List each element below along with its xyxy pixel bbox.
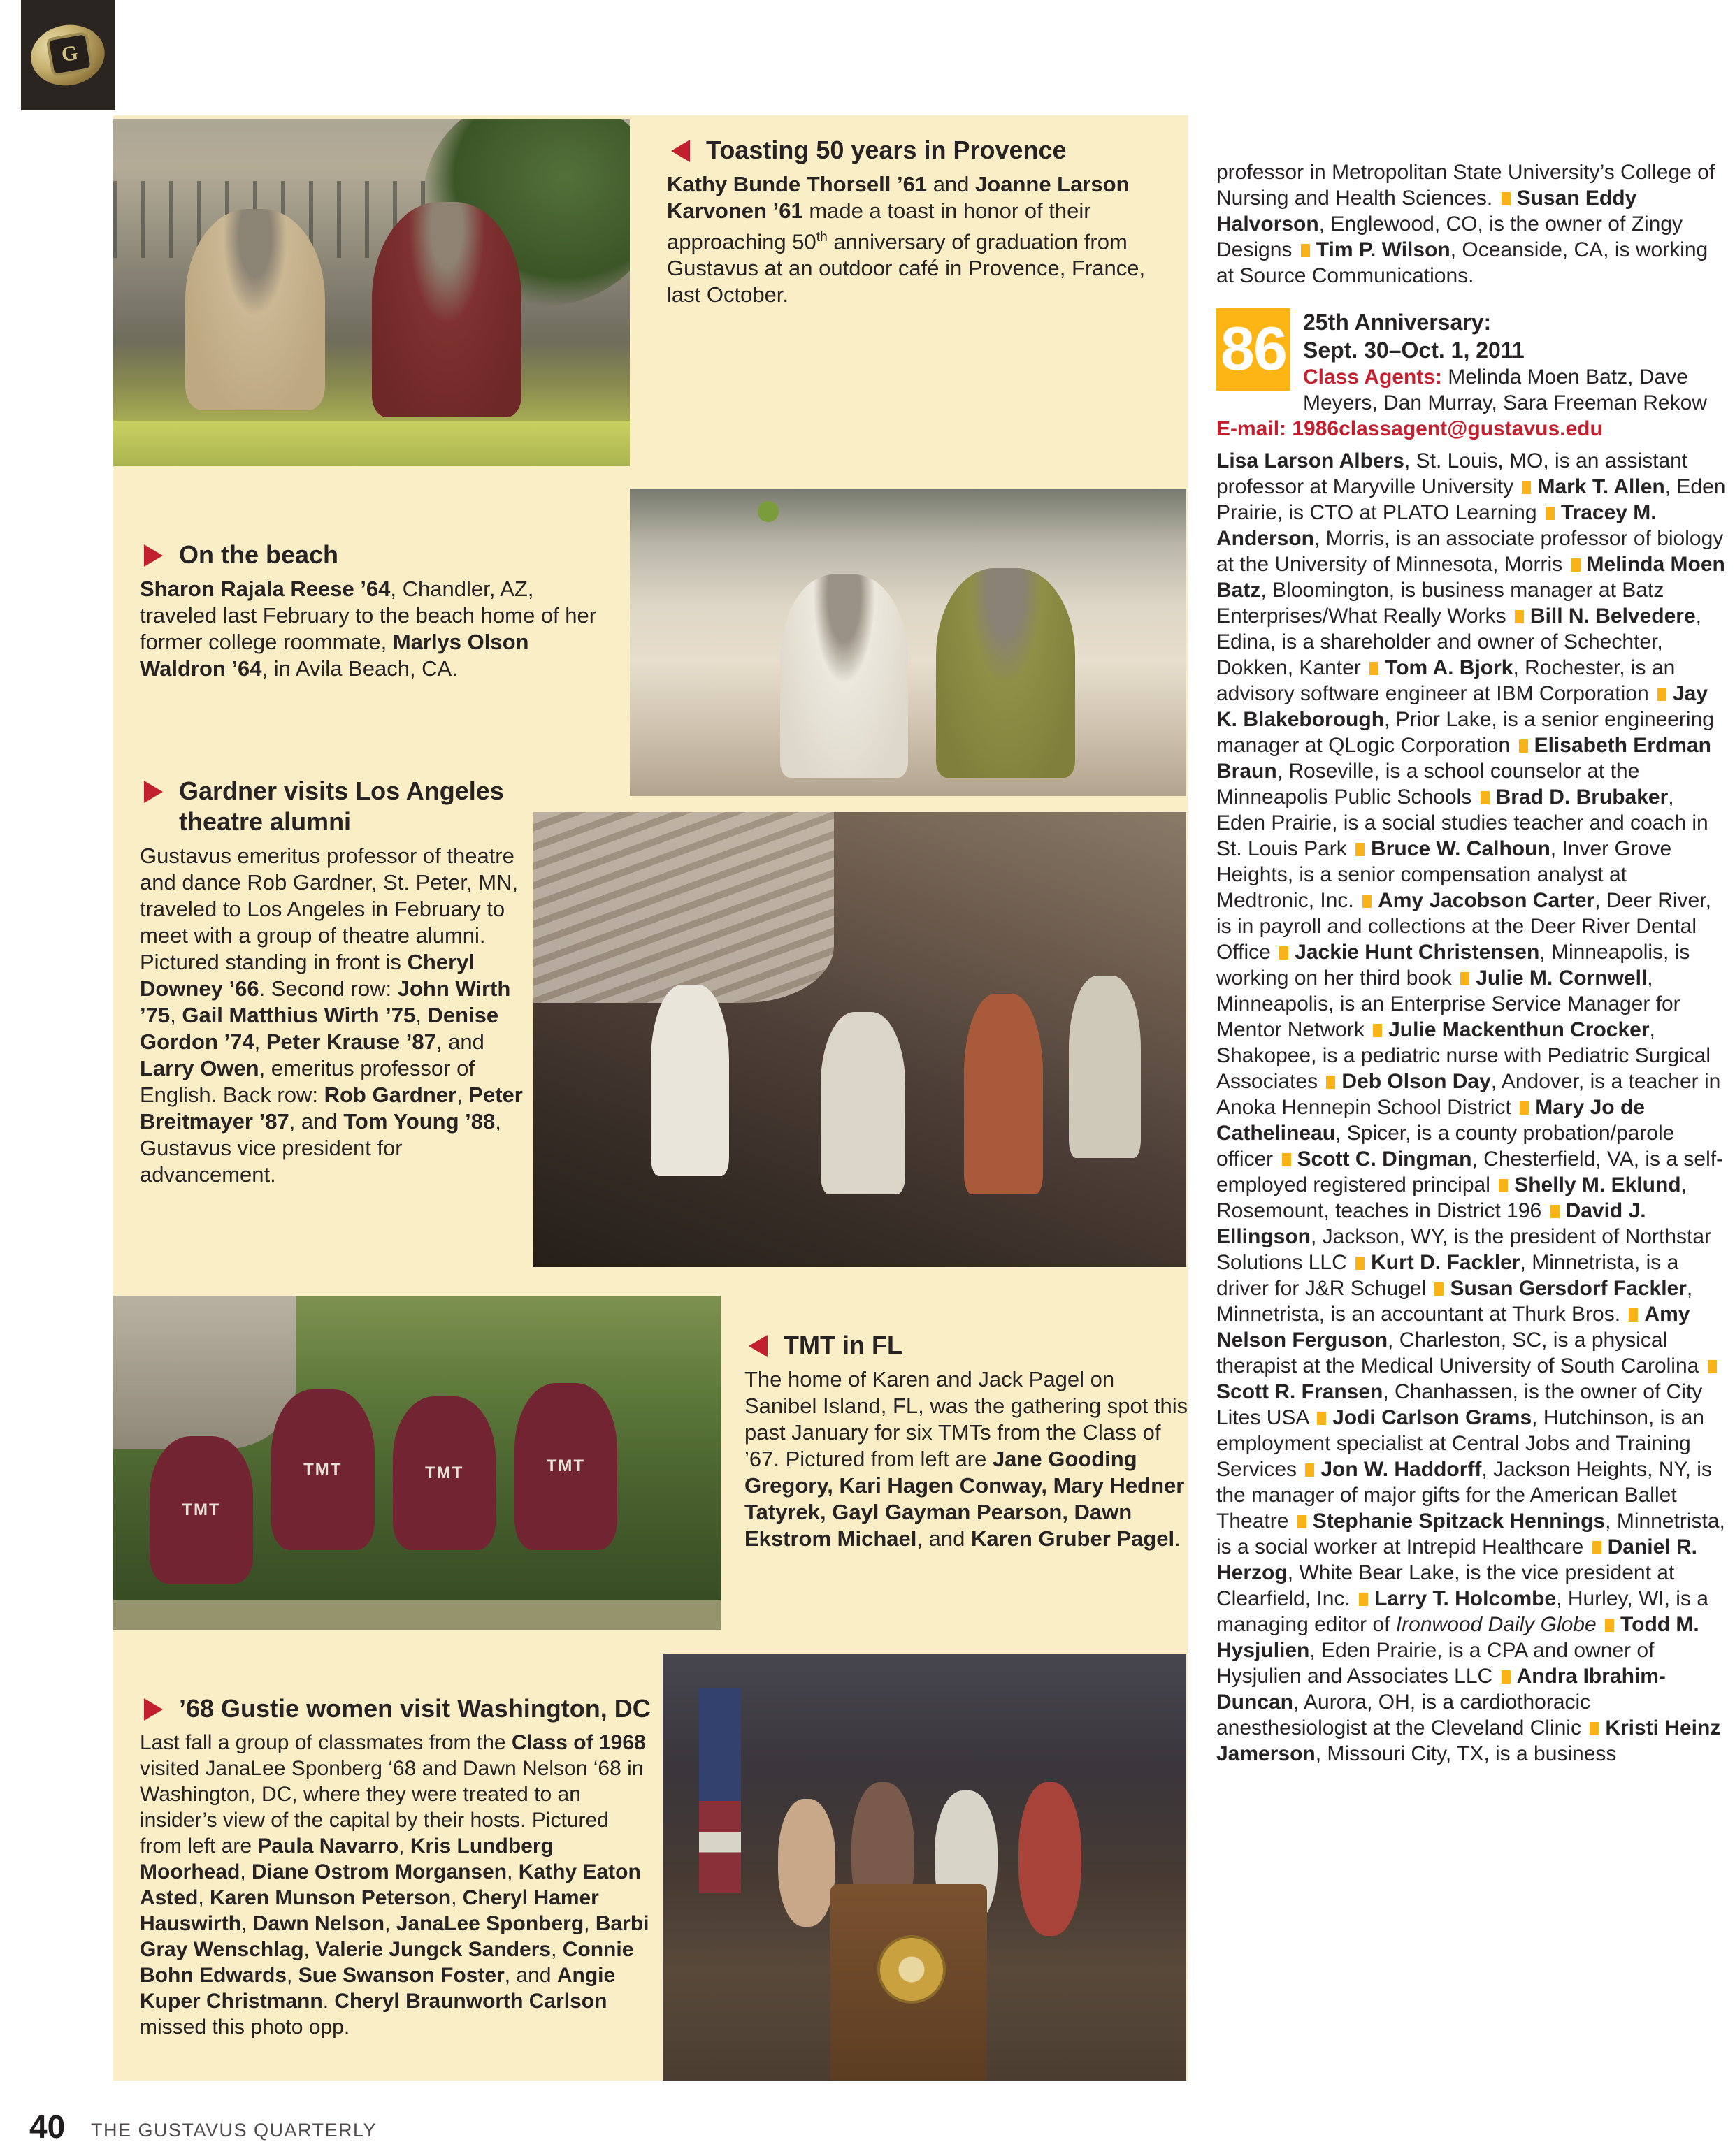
text-segment: , [507, 1860, 519, 1883]
arrow-left-icon [749, 1335, 768, 1357]
text-segment: , Rosemount, teaches in District 196 [1216, 1173, 1687, 1222]
text-segment: Jon W. Haddorff [1320, 1458, 1482, 1481]
caption-beach [140, 540, 598, 682]
text-segment: professor in Metropolitan State University’s College of Nursing and Health Sciences. [1216, 161, 1715, 210]
bullet-square-icon [1708, 1360, 1717, 1373]
text-segment: , Minnetrista, is a driver for J&R Schugel [1216, 1251, 1679, 1300]
text-segment: Tom A. Bjork [1385, 656, 1513, 679]
class-1986-section [1216, 308, 1728, 442]
text-segment: , Eden Prairie, is a CPA and owner of Hysjulien and Associates LLC [1216, 1639, 1655, 1688]
class-year-badge: 86 [1216, 308, 1290, 391]
class-agents [1216, 364, 1728, 416]
text-segment: Cheryl Braunworth Carlson [334, 1990, 607, 2013]
text-segment: Susan Gersdorf Fackler [1450, 1277, 1687, 1300]
text-segment: Tracey M. Anderson [1216, 501, 1657, 550]
caption-body [140, 1730, 656, 2040]
text-segment: Bill N. Belvedere [1529, 605, 1696, 628]
text-segment: , and [504, 1964, 557, 1987]
caption-title: TMT in FL [744, 1330, 1189, 1361]
text-segment: Stephanie Spitzack Hennings [1312, 1510, 1606, 1533]
photo-detail [113, 421, 630, 466]
bullet-square-icon [1373, 1024, 1382, 1037]
text-segment: , Deer River, is in payroll and collections at the Deer River Dental Office [1216, 889, 1711, 964]
bullet-square-icon [1481, 791, 1490, 804]
text-segment: Larry Owen [140, 1056, 259, 1080]
text-segment: Paula Navarro [257, 1835, 399, 1858]
text-segment: , Gustavus vice president for advancement. [140, 1109, 501, 1187]
photo-detail [113, 1296, 296, 1449]
text-segment: Rob Gardner [324, 1083, 457, 1107]
text-segment: , Spicer, is a county probation/parole officer [1216, 1122, 1675, 1171]
text-segment: visited JanaLee Sponberg ‘68 and Dawn Nelson ‘68 in Washington, DC, where they were treated to an insider’s view of the capital by their hosts. Pictured from left are [140, 1757, 644, 1858]
text-segment: . Second row: [259, 976, 398, 1001]
photo-tmt-group [113, 1296, 721, 1630]
text-segment: Scott C. Dingman [1297, 1148, 1472, 1171]
text-segment: , Shakopee, is a pediatric nurse with Pediatric Surgical Associates [1216, 1018, 1711, 1093]
text-segment: Connie Bohn Edwards [140, 1938, 634, 1987]
text-segment: , Jackson, WY, is the president of Northstar Solutions LLC [1216, 1225, 1712, 1274]
text-segment: Bruce W. Calhoun [1371, 837, 1550, 860]
ring-face [45, 31, 94, 78]
text-segment: Larry T. Holcombe [1374, 1587, 1557, 1610]
bullet-square-icon [1434, 1282, 1444, 1296]
text-segment: , Aurora, OH, is a cardiothoracic anesthesiologist at the Cleveland Clinic [1216, 1691, 1591, 1739]
bullet-square-icon [1571, 558, 1581, 572]
bullet-square-icon [1499, 1179, 1508, 1192]
text-segment: , Eden Prairie, is CTO at PLATO Learning [1216, 475, 1726, 524]
text-segment: Kurt D. Fackler [1371, 1251, 1520, 1274]
photo-beach-home [630, 489, 1186, 796]
text-segment: , White Bear Lake, is the vice president at Clearfield, Inc. [1216, 1561, 1675, 1610]
bullet-square-icon [1297, 1515, 1306, 1528]
photo-detail [113, 1600, 721, 1630]
bullet-square-icon [1550, 1205, 1560, 1218]
bullet-square-icon [1520, 1101, 1529, 1115]
text-segment: made a toast in honor of their approaching 50 [667, 198, 1091, 254]
photo-detail [533, 812, 834, 1003]
text-segment: , [303, 1938, 316, 1961]
text-segment: , Chanhassen, is the owner of City Lites USA [1216, 1380, 1703, 1429]
text-segment: Mark T. Allen [1537, 475, 1665, 498]
text-segment: Andra Ibrahim-Duncan [1216, 1665, 1666, 1714]
text-segment: Jodi Carlson Grams [1332, 1406, 1532, 1429]
text-segment: , Minneapolis, is an Enterprise Service Manager for Mentor Network [1216, 967, 1680, 1041]
text-segment: Kris Lundberg Moorhead [140, 1835, 554, 1883]
caption-title: Gardner visits Los Angeles theatre alumni [140, 776, 535, 837]
text-segment: , [170, 1003, 182, 1027]
caption-title: On the beach [140, 540, 598, 570]
text-segment: Susan Eddy Halvorson [1216, 187, 1637, 236]
text-segment: Cheryl Hamer Hauswirth [140, 1886, 599, 1935]
photo-theatre-alumni [533, 812, 1186, 1267]
class-agents-label: Class Agents: [1303, 366, 1442, 389]
text-segment: , Chandler, AZ, traveled last February to the beach home of her former college roommate, [140, 577, 597, 654]
caption-body [140, 576, 598, 682]
text-segment: , Chesterfield, VA, is a self-employed registered principal [1216, 1148, 1724, 1196]
text-segment: Sharon Rajala Reese ’64 [140, 577, 391, 601]
bullet-square-icon [1592, 1541, 1601, 1554]
text-segment: Tom Young ’88 [343, 1109, 496, 1134]
bullet-square-icon [1522, 481, 1531, 494]
text-segment: Kathy Eaton Asted [140, 1860, 641, 1909]
text-segment: Tim P. Wilson [1316, 238, 1450, 261]
tmt-sweatshirt: TMT [514, 1383, 618, 1551]
photo-detail [185, 209, 325, 410]
photo-detail [1018, 1782, 1081, 1936]
bullet-square-icon [1590, 1722, 1599, 1735]
text-segment: , Minnetrista, is an accountant at Thurk Bros. [1216, 1277, 1693, 1326]
text-segment: Kristi Heinz Jamerson [1216, 1716, 1721, 1765]
bullet-square-icon [1657, 688, 1666, 701]
bullet-square-icon [1605, 1619, 1614, 1632]
text-segment: , Charleston, SC, is a physical therapist at the Medical University of South Carolina [1216, 1329, 1705, 1377]
text-segment: , [287, 1964, 298, 1987]
text-segment: Scott R. Fransen [1216, 1380, 1383, 1403]
photo-detail [1069, 976, 1141, 1157]
text-segment: Deb Olson Day [1341, 1070, 1491, 1093]
bullet-square-icon [1515, 610, 1524, 623]
bullet-square-icon [1282, 1153, 1291, 1166]
text-segment [1597, 1613, 1602, 1636]
text-segment: , Oceanside, CA, is working at Source Communications. [1216, 238, 1708, 287]
text-segment: Todd M. Hysjulien [1216, 1613, 1699, 1662]
bullet-square-icon [1326, 1076, 1335, 1089]
caption-body [140, 843, 535, 1188]
text-segment: JanaLee Sponberg [396, 1912, 584, 1935]
text-segment: Cheryl Downey ’66 [140, 950, 475, 1001]
text-segment: , Englewood, CO, is the owner of Zingy Designs [1216, 212, 1683, 261]
text-segment: , Bloomington, is business manager at Batz Enterprises/What Really Works [1216, 579, 1664, 628]
bullet-square-icon [1355, 843, 1365, 856]
text-segment: , [198, 1886, 210, 1909]
text-segment: . [1174, 1526, 1181, 1551]
photo-detail [651, 985, 729, 1175]
text-segment: , [240, 1860, 252, 1883]
text-segment: , Morris, is an associate professor of biology at the University of Minnesota, Morris [1216, 527, 1724, 576]
caption-title: Toasting 50 years in Provence [667, 135, 1167, 166]
photo-detail [372, 202, 521, 417]
arrow-right-icon [144, 544, 163, 567]
bullet-square-icon [1519, 739, 1528, 753]
tmt-sweatshirt: TMT [150, 1436, 253, 1584]
bullet-square-icon [1362, 895, 1372, 908]
text-segment: , Rochester, is an advisory software engineer at IBM Corporation [1216, 656, 1676, 705]
text-segment: Sue Swanson Foster [298, 1964, 505, 1987]
text-segment: , Minneapolis, is working on her third book [1216, 941, 1690, 990]
text-segment: Jay K. Blakeborough [1216, 682, 1708, 731]
text-segment: Shelly M. Eklund [1514, 1173, 1681, 1196]
photo-detail [758, 501, 779, 522]
ring-letter: G [59, 41, 80, 67]
text-segment: David J. Ellingson [1216, 1199, 1646, 1248]
bullet-square-icon [1629, 1308, 1638, 1322]
text-segment: , Prior Lake, is a senior engineering manager at QLogic Corporation [1216, 708, 1714, 757]
arrow-left-icon [671, 140, 690, 162]
text-segment: Marlys Olson Waldron ’64 [140, 630, 529, 681]
text-segment: Mary Jo de Cathelineau [1216, 1096, 1645, 1145]
photo-detail [936, 568, 1075, 777]
text-segment: Peter Breitmayer ’87 [140, 1083, 523, 1134]
text-segment: Kathy Bunde Thorsell ’61 [667, 172, 928, 196]
text-segment: Gustavus emeritus professor of theatre and dance Rob Gardner, St. Peter, MN, traveled to Los Angeles in February to meet with a group of theatre alumni. Pictured standing in front is [140, 844, 519, 974]
text-segment: Amy Nelson Ferguson [1216, 1303, 1690, 1352]
text-segment: Elisabeth Erdman Braun [1216, 734, 1711, 783]
text-segment: , Hurley, WI, is a managing editor of [1216, 1587, 1708, 1636]
photo-washington-podium [663, 1654, 1186, 2081]
caption-provence [667, 135, 1167, 308]
text-segment: , and [289, 1109, 344, 1134]
text-segment: , Eden Prairie, is a social studies teacher and coach in St. Louis Park [1216, 786, 1708, 860]
text-segment: , [584, 1912, 596, 1935]
page-number: 40 [29, 2108, 66, 2145]
text-segment: Joanne Larson Karvonen ’61 [667, 172, 1130, 223]
text-segment: and [927, 172, 976, 196]
text-segment: , [456, 1083, 469, 1107]
caption-body [667, 171, 1167, 308]
bullet-square-icon [1502, 192, 1511, 205]
text-segment: , [254, 1029, 266, 1054]
text-segment: , [398, 1835, 410, 1858]
text-segment: anniversary of graduation from Gustavus at an outdoor café in Provence, France, last October. [667, 229, 1146, 308]
text-segment: , St. Louis, MO, is an assistant professor at Maryville University [1216, 449, 1688, 498]
text-segment: missed this photo opp. [140, 2016, 350, 2039]
photo-detail [964, 994, 1042, 1194]
seal-detail [877, 1935, 946, 2004]
bullet-square-icon [1546, 507, 1555, 520]
text-segment: Angie Kuper Christmann [140, 1964, 616, 2013]
text-segment: Class of 1968 [511, 1731, 646, 1754]
text-segment: , emeritus professor of English. Back row: [140, 1056, 475, 1107]
text-segment: Lisa Larson Albers [1216, 449, 1404, 472]
class-agents-names: Melinda Moen Batz, Dave Meyers, Dan Murray, Sara Freeman Rekow [1303, 366, 1707, 414]
magazine-title: THE GUSTAVUS QUARTERLY [91, 2120, 377, 2141]
photo-detail [780, 574, 908, 777]
gustavus-logo-box [21, 0, 115, 110]
text-segment: , and [916, 1526, 971, 1551]
features-panel [113, 115, 1188, 2081]
text-segment: Gail Matthius Wirth ’75 [182, 1003, 416, 1027]
bullet-square-icon [1305, 1463, 1314, 1477]
text-segment: , [384, 1912, 396, 1935]
bullet-square-icon [1355, 1257, 1365, 1270]
arrow-right-icon [144, 1698, 163, 1721]
bullet-square-icon [1369, 662, 1378, 675]
tmt-sweatshirt: TMT [393, 1396, 496, 1550]
bullet-square-icon [1359, 1593, 1368, 1606]
text-segment: , [415, 1003, 428, 1027]
text-segment: Daniel R. Herzog [1216, 1535, 1697, 1584]
bullet-square-icon [1279, 946, 1288, 960]
text-segment: Ironwood Daily Globe [1395, 1613, 1597, 1636]
text-segment: The home of Karen and Jack Pagel on Sanibel Island, FL, was the gathering spot this past January for six TMTs from the Class of ’67. Pictured from left are [744, 1367, 1188, 1471]
caption-tmt [744, 1330, 1189, 1552]
class-ring-icon [26, 19, 109, 91]
text-segment: Denise Gordon ’74 [140, 1003, 499, 1054]
text-segment: Julie M. Cornwell [1476, 967, 1648, 990]
notes-continuation [1216, 159, 1728, 289]
text-segment: Diane Ostrom Morgansen [252, 1860, 507, 1883]
bullet-square-icon [1460, 972, 1469, 985]
text-segment: Dawn Nelson [252, 1912, 385, 1935]
class-notes-text [1216, 448, 1728, 1767]
text-segment: , [241, 1912, 253, 1935]
text-segment: John Wirth ’75 [140, 976, 511, 1027]
text-segment: , Hutchinson, is an employment specialist at Central Jobs and Training Services [1216, 1406, 1704, 1481]
caption-title: ’68 Gustie women visit Washington, DC [140, 1693, 656, 1724]
class-notes-column [1216, 159, 1728, 1767]
tmt-sweatshirt: TMT [271, 1389, 375, 1550]
class-agent-email: E-mail: 1986classagent@gustavus.edu [1216, 417, 1603, 440]
text-segment: Jane Gooding Gregory, Kari Hagen Conway, Mary Hedner Tatyrek, Gayl Gayman Pearson, Dawn Ekstrom Michael [744, 1447, 1185, 1551]
text-segment: Peter Krause ’87 [266, 1029, 436, 1054]
text-segment: Julie Mackenthun Crocker [1388, 1018, 1650, 1041]
arrow-right-icon [144, 781, 163, 803]
anniversary-line: 25th Anniversary: [1303, 310, 1492, 335]
text-segment: , and [435, 1029, 484, 1054]
text-segment: , in Avila Beach, CA. [261, 656, 458, 681]
photo-detail [778, 1799, 835, 1927]
text-segment: , Minnetrista, is a social worker at Intrepid Healthcare [1216, 1510, 1725, 1558]
text-segment: Melinda Moen Batz [1216, 553, 1725, 602]
bullet-square-icon [1502, 1670, 1511, 1684]
text-segment: Brad D. Brubaker [1495, 786, 1669, 809]
text-segment: , [551, 1938, 563, 1961]
text-segment: , Missouri City, TX, is a business [1315, 1742, 1617, 1765]
caption-body [744, 1366, 1189, 1552]
text-segment: Last fall a group of classmates from the [140, 1731, 512, 1754]
text-segment: Karen Gruber Pagel [970, 1526, 1175, 1551]
text-segment: , Inver Grove Heights, is a senior compensation analyst at Medtronic, Inc. [1216, 837, 1672, 912]
photo-provence-toast [113, 119, 630, 466]
flag-detail [699, 1688, 741, 1893]
anniversary-dates: Sept. 30–Oct. 1, 2011 [1303, 338, 1525, 363]
text-segment: Jackie Hunt Christensen [1295, 941, 1540, 964]
bullet-square-icon [1301, 244, 1310, 257]
text-segment: . [322, 1990, 335, 2013]
text-segment: th [816, 230, 828, 245]
photo-detail [821, 1012, 905, 1194]
bullet-square-icon [1317, 1412, 1326, 1425]
caption-gardner [140, 776, 535, 1188]
text-segment: Valerie Jungck Sanders [315, 1938, 552, 1961]
caption-washington-dc [140, 1693, 656, 2040]
text-segment: Amy Jacobson Carter [1378, 889, 1595, 912]
text-segment: , Roseville, is a school counselor at the Minneapolis Public Schools [1216, 760, 1640, 809]
text-segment: Barbi Gray Wenschlag [140, 1912, 649, 1961]
text-segment: , Edina, is a shareholder and owner of Schechter, Dokken, Kanter [1216, 605, 1702, 679]
text-segment: , [451, 1886, 463, 1909]
text-segment: Karen Munson Peterson [210, 1886, 452, 1909]
text-segment: , Jackson Heights, NY, is the manager of major gifts for the American Ballet Theatre [1216, 1458, 1712, 1533]
text-segment: , Andover, is a teacher in Anoka Hennepin School District [1216, 1070, 1721, 1119]
